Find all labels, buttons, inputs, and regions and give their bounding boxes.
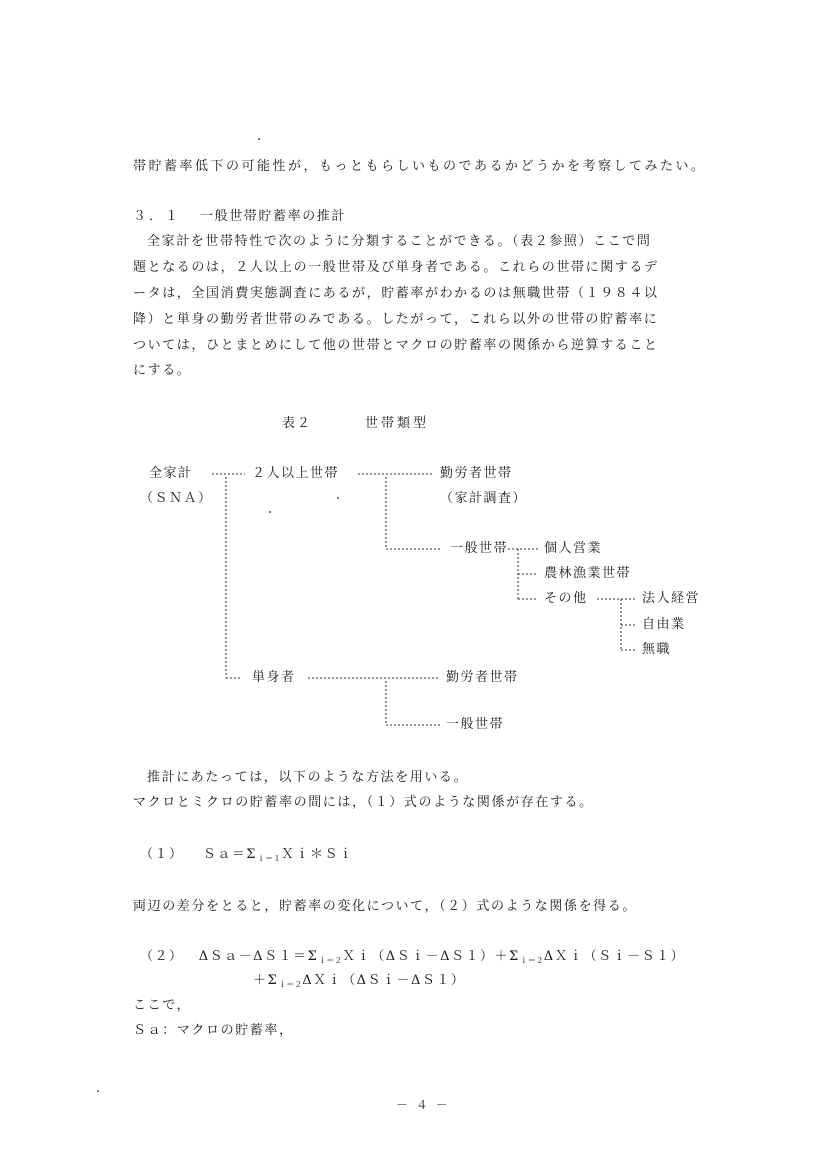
scan-speck (337, 497, 339, 499)
scan-speck (258, 138, 260, 140)
scan-speck (269, 511, 271, 513)
paragraph-line: ータは，全国消費実態調査にあるが，貯蓄率がわかるのは無職世帯（１９８４以 (133, 286, 659, 301)
definition-line: Ｓａ：マクロの貯蓄率， (133, 1023, 294, 1038)
tree-multi-general: 一般世帯 (450, 541, 509, 556)
intro-line: 帯貯蓄率低下の可能性が，もっともらしいものであるかどうかを考察してみたい。 (133, 159, 707, 174)
tree-multi-worker-note: （家計調査） (440, 491, 528, 506)
formula-1 (140, 846, 354, 868)
formula-2-part: ΔＸｉ（ΔＳｉ－ΔＳ１） (302, 973, 466, 988)
formula-2-part: ΔＳａ－ΔＳ１＝Σ (198, 949, 319, 964)
tree-general-child: 個人営業 (544, 541, 603, 556)
paragraph-line: 降）と単身の勤労者世帯のみである。したがって，これら以外の世帯の貯蓄率に (133, 312, 659, 327)
tree-root-note: （ＳＮＡ） (140, 491, 213, 506)
tree-other-child: 自由業 (642, 617, 686, 632)
tree-general-child: その他 (544, 591, 588, 606)
paragraph-line: 全家計を世帯特性で次のように分類することができる。（表２参照）ここで問 (147, 234, 652, 249)
section-title: 一般世帯貯蓄率の推計 (200, 209, 347, 224)
paragraph-line: ついては，ひとまとめにして他の世帯とマクロの貯蓄率の関係から逆算すること (133, 338, 659, 353)
formula-1-rhs: Ｘｉ＊Ｓｉ (281, 847, 354, 862)
tree-root: 全家計 (149, 466, 193, 481)
formula-2-label: （２） (140, 949, 184, 964)
formula-2-line-1 (140, 948, 685, 970)
formula-2-subscript: ｉ＝２ (278, 980, 303, 989)
tree-single-worker: 勤労者世帯 (446, 670, 519, 685)
tree-single: 単身者 (252, 670, 296, 685)
formula-1-lhs: Ｓａ＝Σ (202, 847, 257, 862)
formula-2-line-2 (253, 972, 465, 994)
tree-multi-worker: 勤労者世帯 (440, 466, 513, 481)
formula-2-part: Ｘｉ（ΔＳｉ－ΔＳ１）＋Σ (342, 949, 520, 964)
paragraph-line: 題となるのは，２人以上の一般世帯及び単身者である。これらの世帯に関するデ (133, 260, 659, 275)
method-line: マクロとミクロの貯蓄率の間には，（１）式のような関係が存在する。 (133, 795, 594, 810)
table-number: 表２ (282, 416, 313, 431)
method-line: 推計にあたっては，以下のような方法を用いる。 (147, 770, 469, 785)
where-line: ここで， (133, 998, 192, 1013)
tree-general-child: 農林漁業世帯 (544, 566, 632, 581)
page-number: － ４ － (396, 1098, 450, 1112)
formula-1-subscript: ｉ＝１ (257, 854, 281, 863)
formula-2-subscript: ｉ＝２ (318, 956, 343, 965)
table-title: 世帯類型 (365, 416, 430, 431)
tree-single-general: 一般世帯 (446, 717, 505, 732)
formula-2-subscript: ｉ＝２ (519, 956, 544, 965)
formula-2-part: ΔＸｉ（Ｓｉ－Ｓ１） (543, 949, 686, 964)
formula-1-label: （１） (140, 847, 184, 862)
section-number: ３．１ (133, 209, 182, 224)
tree-other-child: 法人経営 (642, 591, 701, 606)
tree-other-child: 無職 (642, 642, 672, 657)
difference-line: 両辺の差分をとると，貯蓄率の変化について，（２）式のような関係を得る。 (133, 899, 637, 914)
paragraph-line: にする。 (133, 363, 192, 378)
scan-speck (97, 1090, 99, 1092)
formula-2-part: ＋Σ (253, 973, 279, 988)
tree-multi-household: ２人以上世帯 (252, 466, 340, 481)
